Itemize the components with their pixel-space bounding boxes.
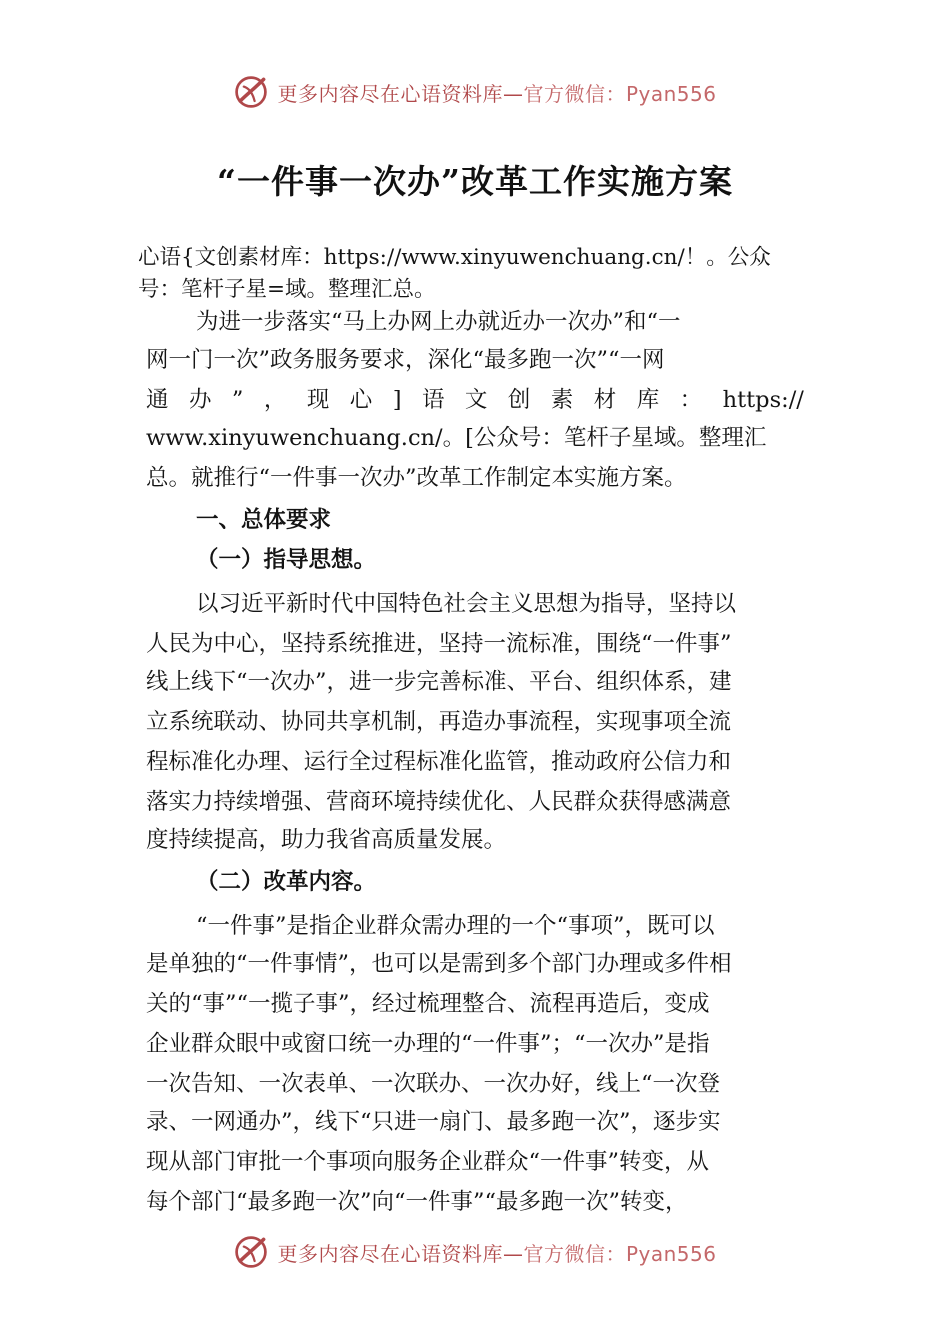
- paragraph-line: 网一门一次”政务服务要求，深化“最多跑一次”“一网: [146, 347, 665, 373]
- text-fragment: 创: [507, 387, 531, 413]
- paragraph-line: 人民为中心，坚持系统推进，坚持一流标准，围绕“一件事”: [146, 631, 732, 657]
- paragraph-line: 立系统联动、协同共享机制，再造办事流程，实现事项全流: [146, 709, 732, 735]
- text-fragment: 材: [593, 387, 617, 413]
- text-fragment: 素: [550, 387, 574, 413]
- text-fragment: https://: [722, 387, 804, 413]
- paragraph-line: 企业群众眼中或窗口统一办理的“一件事”；“一次办”是指: [146, 1031, 710, 1057]
- brush-logo-icon: [233, 1234, 269, 1270]
- paragraph-line: 落实力持续增强、营商环境持续优化、人民群众获得感满意: [146, 789, 732, 815]
- paragraph-line: 每个部门“最多跑一次”向“一件事”“最多跑一次”转变，: [146, 1189, 688, 1215]
- text-fragment: 心: [349, 387, 373, 413]
- paragraph-line: “一件事”是指企业群众需办理的一个“事项”，既可以: [196, 913, 715, 939]
- paragraph-line: 是单独的“一件事情”，也可以是需到多个部门办理或多件相: [146, 951, 732, 977]
- text-fragment: ”: [231, 387, 244, 413]
- footer-banner-text: 更多内容尽在心语资料库—官方微信：Pyan556: [277, 1241, 717, 1266]
- brush-logo-icon: [233, 74, 269, 110]
- subsection-heading: （一）指导思想。: [196, 547, 377, 573]
- paragraph-line: 总。就推行“一件事一次办”改革工作制定本实施方案。: [146, 465, 687, 491]
- text-fragment: 通: [146, 387, 169, 413]
- text-fragment: 库: [636, 387, 660, 413]
- source-note-line: 号：笔杆子星=域。整理汇总。: [138, 277, 436, 302]
- text-fragment: 现: [306, 387, 330, 413]
- paragraph-line: 以习近平新时代中国特色社会主义思想为指导，坚持以: [196, 591, 737, 617]
- header-banner: [0, 72, 950, 112]
- text-fragment: 文: [464, 387, 488, 413]
- footer-banner: [0, 1232, 950, 1272]
- paragraph-line-justified: [146, 382, 804, 418]
- footer-wechat-text: 官方微信：Pyan556: [523, 1241, 717, 1266]
- section-heading: 一、总体要求: [196, 507, 332, 533]
- subsection-heading: （二）改革内容。: [196, 869, 377, 895]
- paragraph-line: 为进一步落实“马上办网上办就近办一次办”和“一: [196, 309, 681, 335]
- document-title: “一件事一次办”改革工作实施方案: [217, 162, 733, 201]
- paragraph-line: 程标准化办理、运行全过程标准化监管，推动政府公信力和: [146, 749, 732, 775]
- source-note-line: 心语{文创素材库：https://www.xinyuwenchuang.cn/！。公众: [138, 245, 771, 270]
- text-fragment: 办: [188, 387, 212, 413]
- paragraph-line: 关的“事”“一揽子事”，经过梳理整合、流程再造后，变成: [146, 991, 710, 1017]
- paragraph-line: 现从部门审批一个事项向服务企业群众“一件事”转变，从: [146, 1149, 710, 1175]
- header-wechat-text: 官方微信：Pyan556: [523, 81, 717, 106]
- text-fragment: ：: [679, 387, 703, 413]
- text-fragment: ]: [392, 387, 402, 413]
- paragraph-line: 一次告知、一次表单、一次联办、一次办好，线上“一次登: [146, 1071, 721, 1097]
- paragraph-line: 线上线下“一次办”，进一步完善标准、平台、组织体系，建: [146, 669, 732, 695]
- paragraph-line: 度持续提高，助力我省高质量发展。: [146, 827, 507, 853]
- text-fragment: ，: [263, 387, 287, 413]
- text-fragment: 语: [421, 387, 445, 413]
- paragraph-line: 录、一网通办”，线下“只进一扇门、最多跑一次”，逐步实: [146, 1109, 721, 1135]
- header-banner-text: 更多内容尽在心语资料库—官方微信：Pyan556: [277, 81, 717, 106]
- paragraph-line: www.xinyuwenchuang.cn/。[公众号：笔杆子星域。整理汇: [146, 425, 767, 451]
